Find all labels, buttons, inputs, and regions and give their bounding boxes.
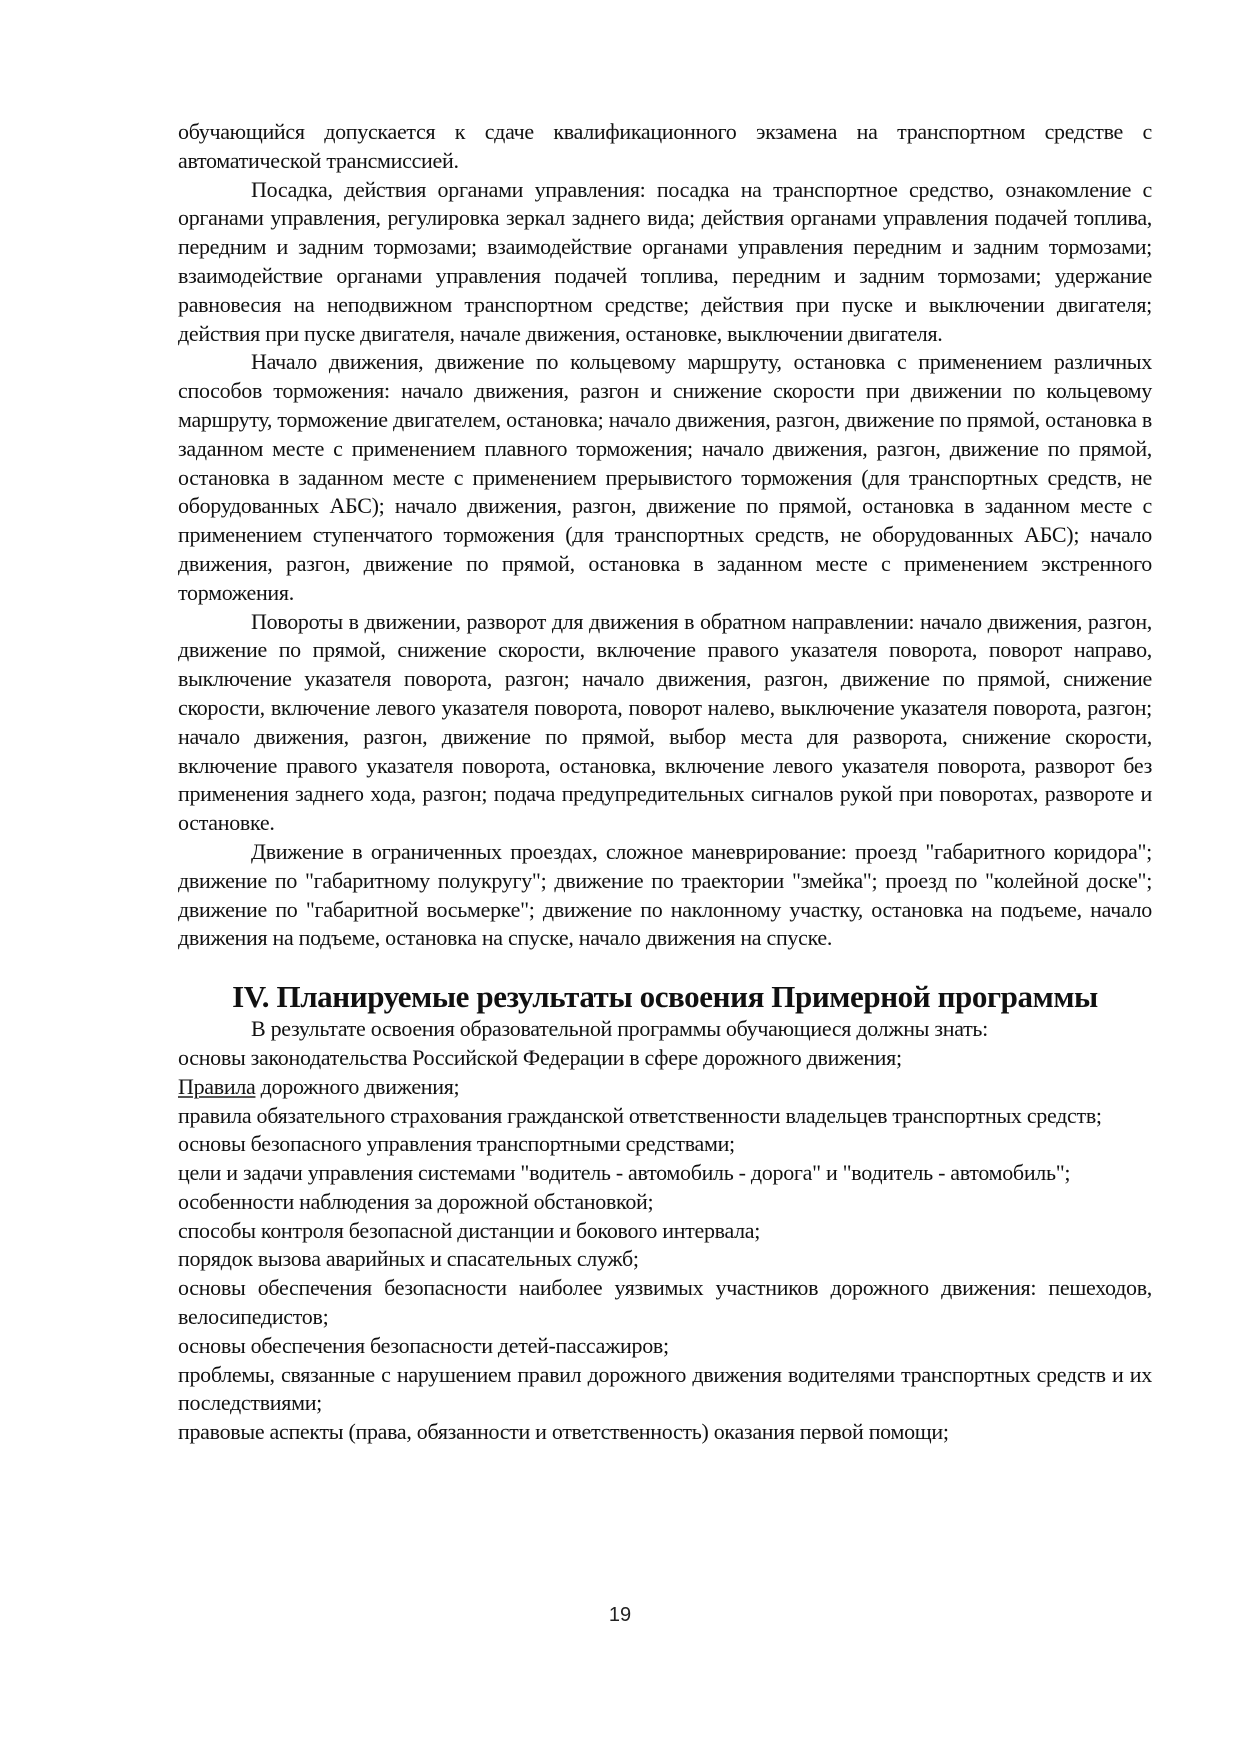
list-item: правовые аспекты (права, обязанности и ответственность) оказания первой помощи; — [178, 1419, 949, 1445]
paragraph: Начало движения, движение по кольцевому маршруту, остановка с применением различных способов торможения: начало движения, разгон и снижение скорости при движении по кольцевому маршруту, торможение двигателем, остановка; начало движения, разгон, движение по прямой, остановка в заданном месте с применением плавного торможения; начало движения, разгон, движение по прямой, остановка в заданном месте с применением прерывистого торможения (для транспортных средств, не оборудованных АБС); начало движения, разгон, движение по прямой, остановка в заданном месте с применением ступенчатого торможения (для транспортных средств, не оборудованных АБС); начало движения, разгон, движение по прямой, остановка в заданном месте с применением экстренного торможения. — [178, 349, 1152, 605]
list-item: основы законодательства Российской Федерации в сфере дорожного движения; — [178, 1044, 902, 1070]
list-item: проблемы, связанные с нарушением правил дорожного движения водителями транспортных средств и их последствиями; — [178, 1361, 1152, 1416]
list-item: порядок вызова аварийных и спасательных служб; — [178, 1246, 639, 1272]
list-item: особенности наблюдения за дорожной обстановкой; — [178, 1188, 654, 1214]
paragraph: Посадка, действия органами управления: посадка на транспортное средство, ознакомление с органами управления, регулировка зеркал заднего вида; действия органами управления подачей топлива, передним и задним тормозами; взаимодействие органами управления передним и задним тормозами; взаимодействие органами управления подачей топлива, передним и задним тормозами; удержание равновесия на неподвижном транспортном средстве; действия при пуске и выключении двигателя; действия при пуске двигателя, начале движения, остановке, выключении двигателя. — [178, 176, 1152, 346]
paragraph: обучающийся допускается к сдаче квалификационного экзамена на транспортном средстве с автоматической трансмиссией. — [178, 119, 1152, 173]
list-item-text: дорожного движения; — [255, 1073, 460, 1099]
section-heading: IV. Планируемые результаты освоения Примерной программы — [232, 979, 1098, 1015]
page-number: 19 — [608, 1604, 632, 1626]
section-intro: В результате освоения образовательной программы обучающиеся должны знать: — [251, 1016, 988, 1042]
document-page — [178, 118, 1152, 1447]
paragraph: Движение в ограниченных проездах, сложное маневрирование: проезд "габаритного коридора"; движение по "габаритному полукругу"; движение по траектории "змейка"; проезд по "колейной доске"; движение по "габаритной восьмерке"; движение по наклонному участку, остановка на подъеме, начало движения на подъеме, остановка на спуске, начало движения на спуске. — [178, 838, 1152, 951]
list-item: основы обеспечения безопасности наиболее уязвимых участников дорожного движения: пешеходов, велосипедистов; — [178, 1275, 1152, 1330]
list-item — [178, 1073, 1152, 1102]
list-item: основы безопасного управления транспортными средствами; — [178, 1131, 735, 1157]
list-item: основы обеспечения безопасности детей-пассажиров; — [178, 1332, 669, 1358]
list-item: правила обязательного страхования гражданской ответственности владельцев транспортных средств; — [178, 1102, 1102, 1128]
list-item: способы контроля безопасной дистанции и бокового интервала; — [178, 1217, 761, 1243]
rules-link[interactable]: Правила — [178, 1073, 256, 1099]
paragraph: Повороты в движении, разворот для движения в обратном направлении: начало движения, разгон, движение по прямой, снижение скорости, включение правого указателя поворота, поворот направо, выключение указателя поворота, разгон; начало движения, разгон, движение по прямой, снижение скорости, включение левого указателя поворота, поворот налево, выключение указателя поворота, разгон; начало движения, разгон, движение по прямой, выбор места для разворота, снижение скорости, включение правого указателя поворота, остановка, включение левого указателя поворота, разворот без применения заднего хода, разгон; подача предупредительных сигналов рукой при поворотах, развороте и остановке. — [178, 608, 1152, 836]
list-item: цели и задачи управления системами "водитель - автомобиль - дорога" и "водитель - автомобиль"; — [178, 1160, 1071, 1186]
